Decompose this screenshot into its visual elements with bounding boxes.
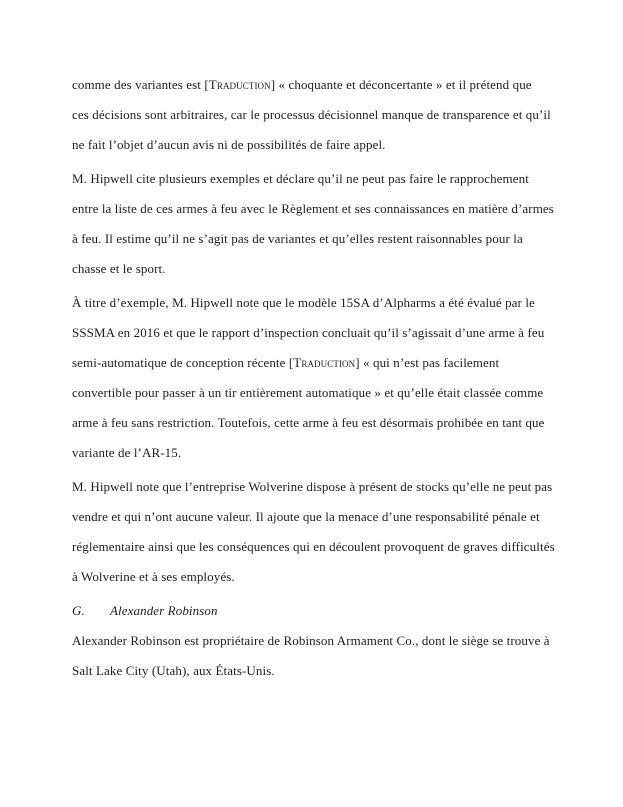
- text-segment: SSSMA en 2016 et que le rapport d’inspection concluait qu’il s’agissait d’une arme à feu: [72, 325, 545, 340]
- smallcaps-text: Traduction: [293, 355, 356, 370]
- text-segment: variante de l’AR-15.: [72, 445, 182, 460]
- section-heading: [72, 596, 564, 626]
- paragraph: [72, 472, 564, 592]
- heading-letter: G.: [72, 603, 85, 618]
- text-segment: convertible pour passer à un tir entièrement automatique » et qu’elle était classée comme: [72, 385, 544, 400]
- text-segment: Salt Lake City (Utah), aux États-Unis.: [72, 663, 275, 678]
- text-segment: vendre et qui n’ont aucune valeur. Il ajoute que la menace d’une responsabilité pénale et: [72, 509, 540, 524]
- text-segment: à feu. Il estime qu’il ne s’agit pas de variantes et qu’elles restent raisonnables pour la: [72, 231, 523, 246]
- text-segment: M. Hipwell cite plusieurs exemples et déclare qu’il ne peut pas faire le rapprochement: [72, 171, 529, 186]
- text-line: [72, 562, 564, 592]
- text-segment: ne fait l’objet d’aucun avis ni de possibilités de faire appel.: [72, 137, 386, 152]
- text-line: [72, 408, 564, 438]
- text-line: [72, 656, 564, 686]
- text-segment: À titre d’exemple, M. Hipwell note que le modèle 15SA d’Alpharms a été évalué par le: [72, 295, 535, 310]
- text-line: [72, 378, 564, 408]
- text-segment: ] « qui n’est pas facilement: [355, 355, 500, 370]
- text-line: [72, 224, 564, 254]
- text-line: [72, 438, 564, 468]
- text-segment: semi-automatique de conception récente [: [72, 355, 294, 370]
- text-line: [72, 532, 564, 562]
- text-segment: entre la liste de ces armes à feu avec le Règlement et ses connaissances en matière d’armes: [72, 201, 554, 216]
- text-segment: réglementaire ainsi que les conséquences qui en découlent provoquent de graves difficultés: [72, 539, 555, 554]
- text-segment: Alexander Robinson: [110, 603, 218, 618]
- text-line: [72, 288, 564, 318]
- text-line: [72, 596, 564, 626]
- text-segment: ] « choquante et déconcertante » et il prétend que: [270, 77, 532, 92]
- text-line: [72, 318, 564, 348]
- smallcaps-text: Traduction: [208, 77, 271, 92]
- text-line: [72, 100, 564, 130]
- text-segment: M. Hipwell note que l’entreprise Wolverine dispose à présent de stocks qu’elle ne peut pas: [72, 479, 553, 494]
- text-line: [72, 502, 564, 532]
- text-line: [72, 164, 564, 194]
- text-segment: comme des variantes est [: [72, 77, 209, 92]
- paragraph: [72, 164, 564, 284]
- paragraph: [72, 288, 564, 468]
- text-line: [72, 70, 564, 100]
- text-line: [72, 348, 564, 378]
- text-segment: arme à feu sans restriction. Toutefois, cette arme à feu est désormais prohibée en tant que: [72, 415, 545, 430]
- text-segment: ces décisions sont arbitraires, car le processus décisionnel manque de transparence et qu’il: [72, 107, 551, 122]
- paragraph: [72, 626, 564, 686]
- text-segment: Alexander Robinson est propriétaire de Robinson Armament Co., dont le siège se trouve à: [72, 633, 550, 648]
- paragraph: [72, 70, 564, 160]
- text-line: [72, 130, 564, 160]
- text-segment: chasse et le sport.: [72, 261, 166, 276]
- text-line: [72, 472, 564, 502]
- text-line: [72, 254, 564, 284]
- text-segment: à Wolverine et à ses employés.: [72, 569, 235, 584]
- document-body: [72, 70, 564, 690]
- text-line: [72, 194, 564, 224]
- text-line: [72, 626, 564, 656]
